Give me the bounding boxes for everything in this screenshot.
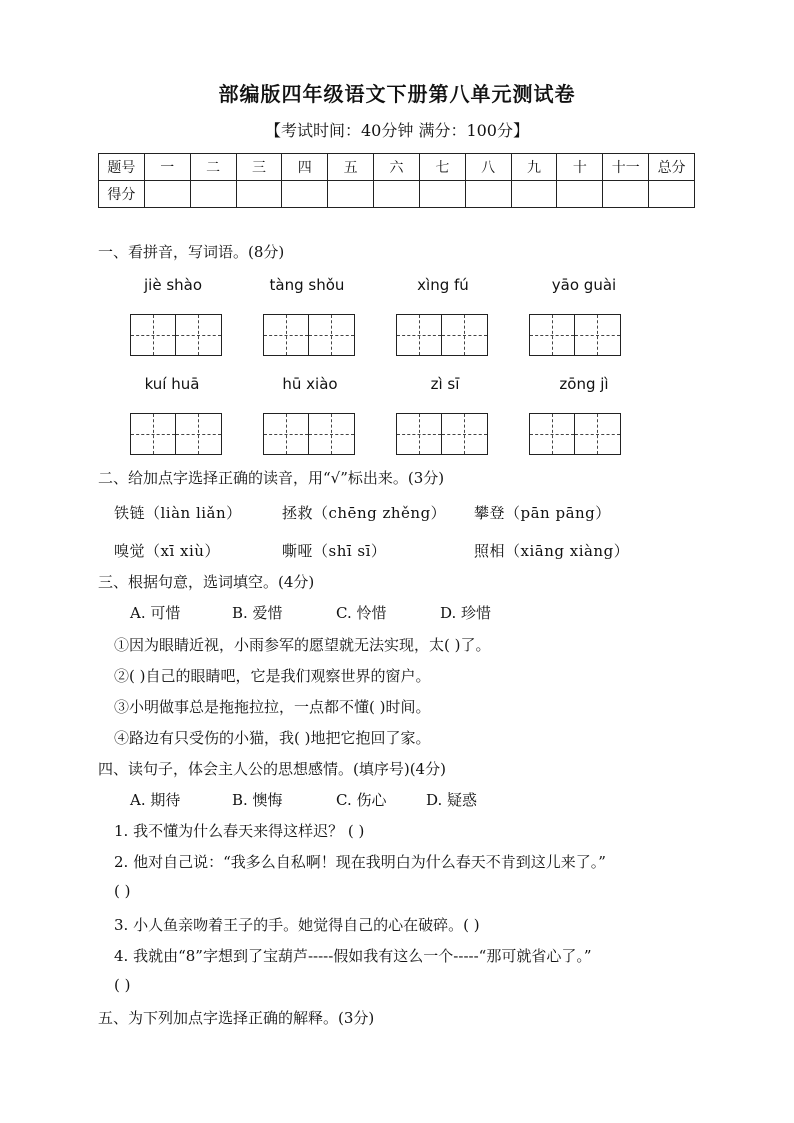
option-a: A. 期待 xyxy=(130,791,181,809)
score-table-header-row xyxy=(99,154,695,181)
fill-sentence[interactable]: ②( )自己的眼睛吧，它是我们观察世界的窗户。 xyxy=(114,667,431,685)
question-4: 4. 我就由“8”字想到了宝葫芦-----假如我有这么一个-----“那可就省心了。” xyxy=(114,947,592,965)
writing-grid[interactable] xyxy=(396,314,488,356)
score-header-cell: 三 xyxy=(236,154,282,181)
score-table-score-row xyxy=(99,181,695,208)
pinyin-label: hū xiào xyxy=(282,375,338,393)
writing-grid[interactable] xyxy=(263,314,355,356)
writing-grid[interactable] xyxy=(130,413,222,455)
score-header-cell: 七 xyxy=(419,154,465,181)
option-d: D. 珍惜 xyxy=(440,604,492,622)
page-title: 部编版四年级语文下册第八单元测试卷 xyxy=(218,82,576,106)
score-cell[interactable] xyxy=(465,181,511,208)
pronunciation-item[interactable]: 照相（xiāng xiàng） xyxy=(474,542,630,560)
option-b: B. 懊悔 xyxy=(232,791,283,809)
writing-grid[interactable] xyxy=(529,413,621,455)
score-cell[interactable] xyxy=(144,181,190,208)
score-cell[interactable] xyxy=(419,181,465,208)
question-2: 2. 他对自己说：“我多么自私啊！现在我明白为什么春天不肯到这儿来了。” xyxy=(114,853,606,871)
score-cell[interactable] xyxy=(603,181,649,208)
score-header-cell: 五 xyxy=(328,154,374,181)
option-b: B. 爱惜 xyxy=(232,604,283,622)
pinyin-label: tàng shǒu xyxy=(269,276,345,294)
pronunciation-item[interactable]: 拯救（chēng zhěng） xyxy=(282,504,447,522)
fill-sentence[interactable]: ①因为眼睛近视，小雨参军的愿望就无法实现，太( )了。 xyxy=(114,636,491,654)
section4-heading: 四、读句子，体会主人公的思想感情。(填序号)(4分) xyxy=(98,760,446,778)
pronunciation-item[interactable]: 攀登（pān pāng） xyxy=(474,504,611,522)
score-header-cell: 八 xyxy=(465,154,511,181)
section5-heading: 五、为下列加点字选择正确的解释。(3分) xyxy=(98,1009,375,1027)
writing-grid[interactable] xyxy=(396,413,488,455)
score-cell[interactable] xyxy=(190,181,236,208)
score-header-cell: 二 xyxy=(190,154,236,181)
fill-sentence[interactable]: ③小明做事总是拖拖拉拉，一点都不懂( )时间。 xyxy=(114,698,431,716)
score-cell[interactable] xyxy=(649,181,695,208)
writing-grid[interactable] xyxy=(529,314,621,356)
section2-heading: 二、给加点字选择正确的读音，用“√”标出来。(3分) xyxy=(98,469,445,487)
score-cell[interactable] xyxy=(557,181,603,208)
pinyin-label: kuí huā xyxy=(144,375,200,393)
pronunciation-item[interactable]: 铁链（liàn liǎn） xyxy=(114,504,242,522)
score-header-cell: 题号 xyxy=(99,154,145,181)
score-cell[interactable] xyxy=(328,181,374,208)
question-4-answer-blank[interactable]: ( ) xyxy=(114,976,131,994)
score-header-cell: 十 xyxy=(557,154,603,181)
score-cell[interactable] xyxy=(511,181,557,208)
score-header-cell: 十一 xyxy=(603,154,649,181)
question-3[interactable]: 3. 小人鱼亲吻着王子的手。她觉得自己的心在破碎。( ) xyxy=(114,916,480,934)
pronunciation-item[interactable]: 嗅觉（xī xiù） xyxy=(114,542,220,560)
pronunciation-item[interactable]: 嘶哑（shī sī） xyxy=(282,542,387,560)
score-cell[interactable] xyxy=(282,181,328,208)
pinyin-label: zì sī xyxy=(430,375,460,393)
score-cell[interactable] xyxy=(236,181,282,208)
question-1[interactable]: 1. 我不懂为什么春天来得这样迟？ ( ) xyxy=(114,822,365,840)
exam-info: 【考试时间：40分钟 满分：100分】 xyxy=(265,121,529,140)
score-header-cell: 总分 xyxy=(649,154,695,181)
pinyin-label: xìng fú xyxy=(417,276,469,294)
option-d: D. 疑惑 xyxy=(426,791,478,809)
score-header-cell: 九 xyxy=(511,154,557,181)
score-cell[interactable] xyxy=(374,181,420,208)
option-c: C. 伤心 xyxy=(336,791,387,809)
score-header-cell: 六 xyxy=(374,154,420,181)
option-a: A. 可惜 xyxy=(130,604,181,622)
fill-sentence[interactable]: ④路边有只受伤的小猫，我( )地把它抱回了家。 xyxy=(114,729,431,747)
writing-grid[interactable] xyxy=(130,314,222,356)
score-header-cell: 四 xyxy=(282,154,328,181)
section1-heading: 一、看拼音，写词语。(8分) xyxy=(98,243,285,261)
option-c: C. 怜惜 xyxy=(336,604,387,622)
score-header-cell: 一 xyxy=(144,154,190,181)
score-table xyxy=(98,153,695,208)
pinyin-label: jiè shào xyxy=(143,276,203,294)
question-2-answer-blank[interactable]: ( ) xyxy=(114,882,131,900)
section3-heading: 三、根据句意，选词填空。(4分) xyxy=(98,573,315,591)
pinyin-label: yāo guài xyxy=(551,276,617,294)
writing-grid[interactable] xyxy=(263,413,355,455)
score-row-label: 得分 xyxy=(99,181,145,208)
pinyin-label: zōng jì xyxy=(559,375,609,393)
